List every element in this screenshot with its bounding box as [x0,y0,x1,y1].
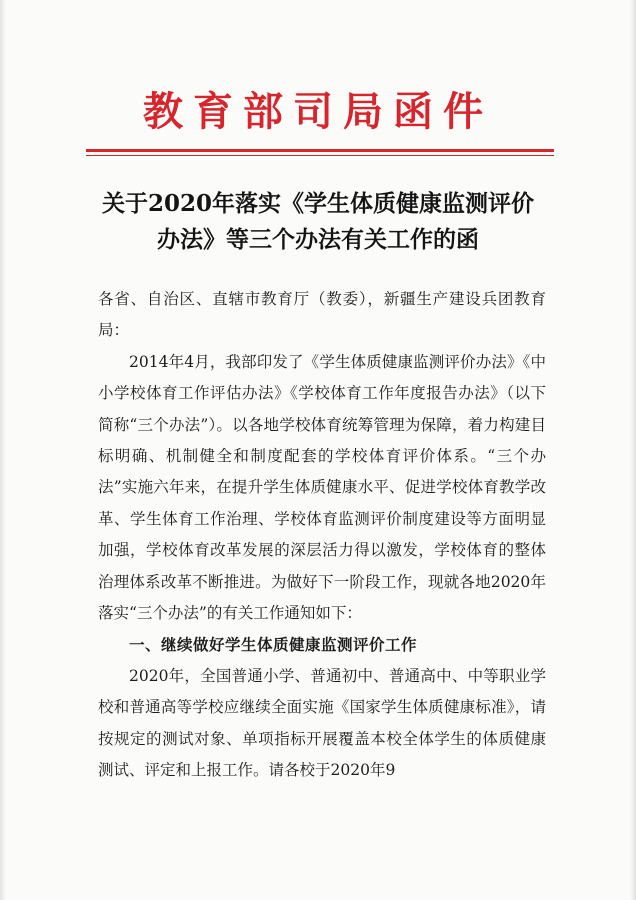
paragraph-1: 2014年4月，我部印发了《学生体质健康监测评价办法》《中小学校体育工作评估办法》《学校体育工作年度报告办法》（以下简称“三个办法”）。以各地学校体育统筹管理为保障，着力构建目标明确、机制健全和制度配套的学校体育评价体系。“三个办法”实施六年来，在提升学生体质健康水平、促进学校体育教学改革、学生体育工作治理、学校体育监测评价制度建设等方面明显加强，学校体育改革发展的深层活力得以激发，学校体育的整体治理体系改革不断推进。为做好下一阶段工作，现就各地2020年落实“三个办法”的有关工作通知如下： [98,352,546,623]
document-title [70,186,566,258]
letterhead-rule-thin [86,155,554,156]
letterhead-rule-thick [86,149,554,152]
section-1-heading: 一、继续做好学生体质健康监测评价工作 [129,635,418,655]
document-title-line-2: 办法》等三个办法有关工作的函 [157,226,479,253]
salutation: 各省、自治区、直辖市教育厅（教委），新疆生产建设兵团教育局： [98,290,546,340]
document-body [98,284,546,787]
letterhead-title: 教育部司局函件 [143,88,493,135]
paragraph-2: 2020年，全国普通小学、普通初中、普通高中、中等职业学校和普通高等学校应继续全面实施《国家学生体质健康标准》，请按规定的测试对象、单项指标开展覆盖本校全体学生的体质健康测试、评定和上报工作。请各校于2020年9 [98,666,546,780]
document-title-line-1: 关于2020年落实《学生体质健康监测评价 [101,190,534,217]
